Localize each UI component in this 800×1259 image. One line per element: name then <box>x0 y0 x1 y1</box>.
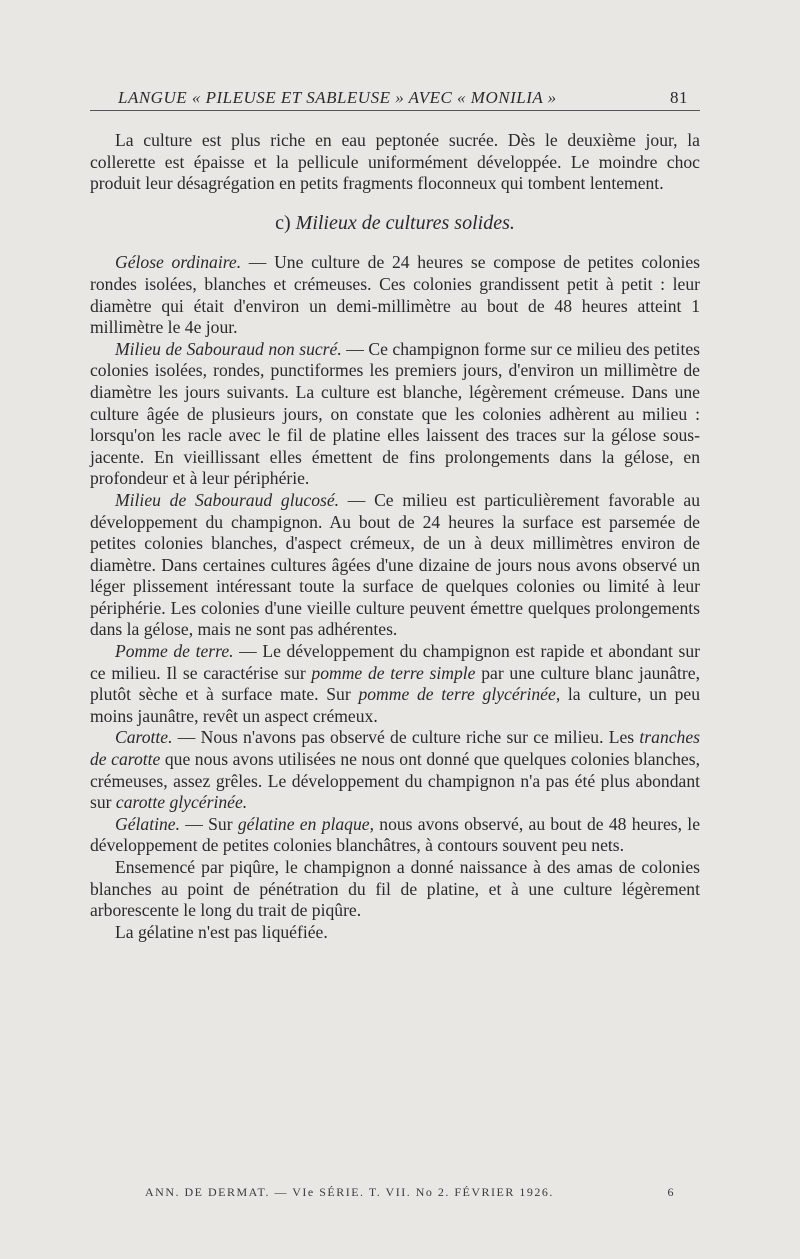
page-number: 81 <box>670 88 688 107</box>
signature-mark: 6 <box>667 1185 675 1199</box>
paragraph-piqure: Ensemencé par piqûre, le champignon a donné naissance à des amas de colonies blanches au point de pénétration du fil de platine, et à une culture légèrement arborescente le long du trait de piqûre. <box>90 857 700 921</box>
paragraph-gelose: Gélose ordinaire. — Une culture de 24 heures se compose de petites colonies rondes isolées, blanches et crémeuses. Ces colonies grandissent petit à petit : leur diamètre qui était d'environ un demi-millimètre au bout de 48 heures atteint 1 millimètre le 4e jour. <box>90 252 700 338</box>
paragraph-sabouraud-glucose: Milieu de Sabouraud glucosé. — Ce milieu est particulièrement favorable au développement du champignon. Au bout de 24 heures la surface est parsemée de petites colonies blanches, d'aspect crémeux, de un à deux millimètres environ de diamètre. Dans certaines cultures âgées d'une dizaine de jours nous avons observé un léger plissement intéressant toute la surface de quelques colonies ou limité à leur périphérie. Les colonies d'une vieille culture peuvent émettre quelques prolongements dans la gélose, mais ne sont pas adhérentes. <box>90 489 701 640</box>
paragraph-pomme-de-terre: Pomme de terre. — Le développement du champignon est rapide et abondant sur ce milieu. Il se caractérise sur pomme de terre simple par une culture blanc jaunâtre, plutôt sèche et à surface mate. Sur pomme de terre glycérinée, la culture, un peu moins jaunâtre, revêt un aspect crémeux. <box>90 641 700 726</box>
running-header <box>90 86 700 111</box>
paragraph-liquid-culture: La culture est plus riche en eau peptonée sucrée. Dès le deuxième jour, la collerette est épaisse et la pellicule uniformément développée. Le moindre choc produit leur désagrégation en petits fragments floconneux qui tombent lentement. <box>90 130 700 194</box>
running-title: LANGUE « PILEUSE ET SABLEUSE » AVEC « MONILIA » <box>118 88 557 107</box>
page-footer <box>145 1185 675 1200</box>
section-heading: c) Milieux de cultures solides. <box>275 211 515 234</box>
journal-citation: ANN. DE DERMAT. — VIe SÉRIE. T. VII. No 2. FÉVRIER 1926. <box>145 1185 554 1199</box>
paragraph-carotte: Carotte. — Nous n'avons pas observé de culture riche sur ce milieu. Les tranches de carotte que nous avons utilisées ne nous ont donné que quelques colonies blanches, crémeuses, assez grêles. Le développement du champignon n'a pas été plus abondant sur carotte glycérinée. <box>90 727 700 813</box>
paragraph-gelatine: Gélatine. — Sur gélatine en plaque, nous avons observé, au bout de 48 heures, le développement de petites colonies blanchâtres, à contours souvent peu nets. <box>90 813 700 856</box>
paragraph-sabouraud-non-sucre: Milieu de Sabouraud non sucré. — Ce champignon forme sur ce milieu des petites colonies isolées, rondes, punctiformes les premiers jours, d'environ un millimètre de diamètre les jours suivants. La culture est blanche, légèrement crémeuse. Dans une culture âgée de plusieurs jours, on constate que les colonies adhèrent au milieu : lorsqu'on les racle avec le fil de platine elles laissent des traces sur la gélose sous-jacente. En vieillissant elles émettent de fins prolongements dans la gélose, en profondeur et à leur périphérie. <box>90 338 700 489</box>
article-body <box>90 130 700 943</box>
paragraph-gelatine-liquefaction: La gélatine n'est pas liquéfiée. <box>115 921 328 942</box>
